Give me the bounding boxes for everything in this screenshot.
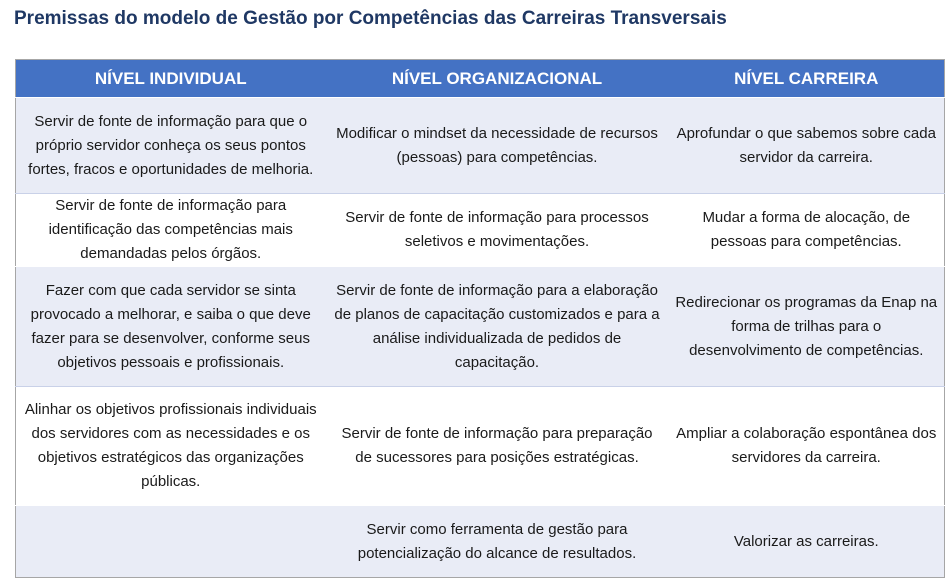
cell-career: Redirecionar os programas da Enap na forma de trilhas para o desenvolvimento de competências. [669, 267, 945, 387]
header-organizational: NÍVEL ORGANIZACIONAL [326, 60, 669, 98]
header-career: NÍVEL CARREIRA [669, 60, 945, 98]
table-row [16, 387, 945, 506]
cell-individual: Servir de fonte de informação para identificação das competências mais demandadas pelos órgãos. [16, 194, 326, 267]
table-row [16, 98, 945, 194]
table-row [16, 267, 945, 387]
table-row [16, 506, 945, 578]
cell-organizational: Servir de fonte de informação para preparação de sucessores para posições estratégicas. [326, 387, 669, 506]
premises-table [15, 59, 945, 578]
cell-organizational: Servir de fonte de informação para processos seletivos e movimentações. [326, 194, 669, 267]
cell-organizational: Servir de fonte de informação para a elaboração de planos de capacitação customizados e para a análise individualizada de pedidos de capacitação. [326, 267, 669, 387]
header-individual: NÍVEL INDIVIDUAL [16, 60, 326, 98]
cell-career: Mudar a forma de alocação, de pessoas para competências. [669, 194, 945, 267]
cell-career: Valorizar as carreiras. [669, 506, 945, 578]
cell-career: Ampliar a colaboração espontânea dos servidores da carreira. [669, 387, 945, 506]
cell-career: Aprofundar o que sabemos sobre cada servidor da carreira. [669, 98, 945, 194]
page-title: Premissas do modelo de Gestão por Competências das Carreiras Transversais [14, 8, 727, 29]
cell-individual: Fazer com que cada servidor se sinta provocado a melhorar, e saiba o que deve fazer para se desenvolver, conforme seus objetivos pessoais e profissionais. [16, 267, 326, 387]
cell-individual: Alinhar os objetivos profissionais individuais dos servidores com as necessidades e os objetivos estratégicos das organizações públicas. [16, 387, 326, 506]
cell-individual: Servir de fonte de informação para que o próprio servidor conheça os seus pontos fortes, fracos e oportunidades de melhoria. [16, 98, 326, 194]
cell-organizational: Modificar o mindset da necessidade de recursos (pessoas) para competências. [326, 98, 669, 194]
table-row [16, 194, 945, 267]
cell-organizational: Servir como ferramenta de gestão para potencialização do alcance de resultados. [326, 506, 669, 578]
table-header-row [16, 60, 945, 98]
cell-individual [16, 506, 326, 578]
